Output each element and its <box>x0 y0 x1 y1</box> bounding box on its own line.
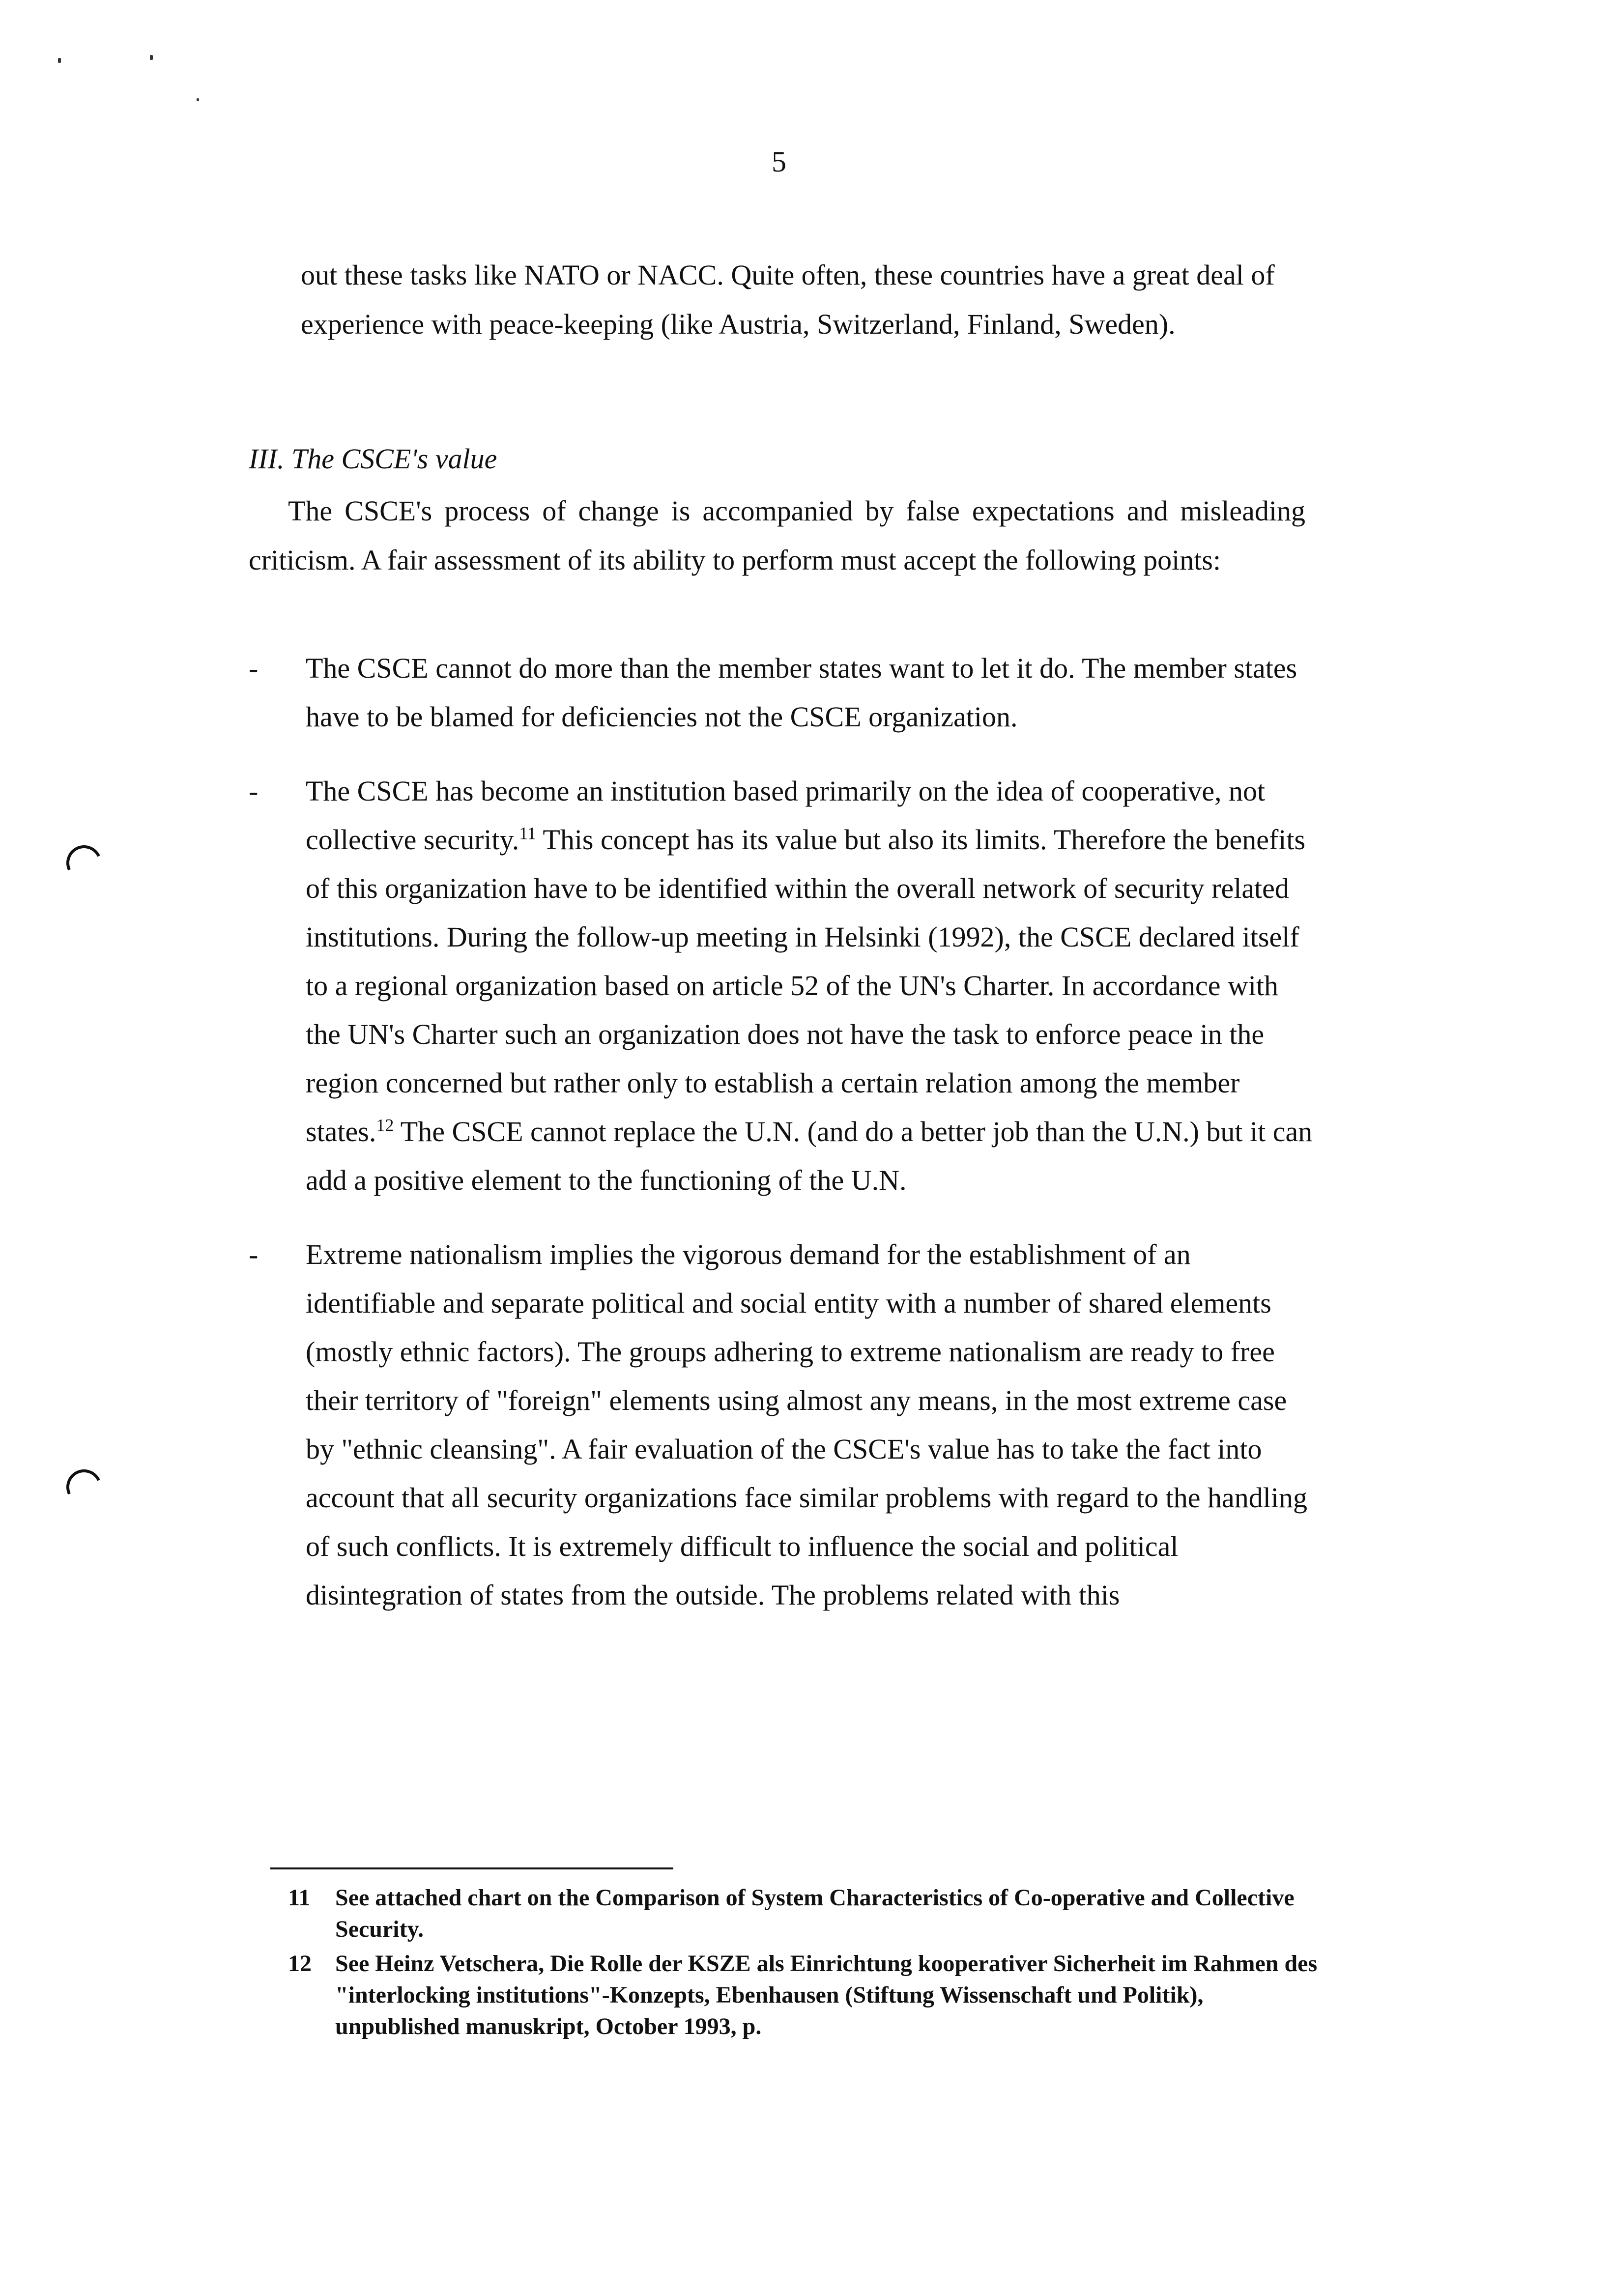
continued-paragraph: out these tasks like NATO or NACC. Quite often, these countries have a great deal of experience with peace-keeping (like Austria, Switzerland, Finland, Sweden). <box>301 259 1275 340</box>
footnote <box>288 1948 1320 2042</box>
footnote-number: 12 <box>288 1951 312 1977</box>
footnotes <box>288 1882 1320 2045</box>
section-intro: The CSCE's process of change is accompanied by false expectations and misleading criticism. A fair assessment of its ability to perform must accept the following points: <box>249 495 1305 576</box>
footnote-number: 11 <box>288 1885 311 1911</box>
footnote-text: See attached chart on the Comparison of System Characteristics of Co-operative and Collective Security. <box>335 1885 1295 1942</box>
footnote-divider <box>270 1867 673 1869</box>
bullet-marker: - <box>249 1238 259 1270</box>
list-item <box>249 1230 1320 1619</box>
bullet-text: The CSCE cannot do more than the member states want to let it do. The member states have to be blamed for deficiencies not the CSCE organization. <box>306 652 1297 733</box>
bullet-text: The CSCE cannot replace the U.N. (and do a better job than the U.N.) but it can add a positive element to the functioning of the U.N. <box>306 1116 1313 1196</box>
scan-speck <box>58 58 61 63</box>
binder-hole-mark <box>61 840 107 886</box>
points-list <box>249 644 1320 1645</box>
footnote-ref: 12 <box>376 1115 394 1135</box>
bullet-text: Extreme nationalism implies the vigorous demand for the establishment of an identifiable and separate political and social entity with a number of shared elements (mostly ethnic factors). The groups adhering to extreme nationalism are ready to free their territory of "foreign" elements using almost any means, in the most extreme case by "ethnic cleansing". A fair evaluation of the CSCE's value has to take the fact into account that all security organizations face similar problems with regard to the handling of such conflicts. It is extremely difficult to influence the social and political disintegration of states from the outside. The problems related with this <box>306 1238 1307 1611</box>
footnote-text: See Heinz Vetschera, Die Rolle der KSZE als Einrichtung kooperativer Sicherheit im Rahmen des "interlocking institutions"-Konzepts, Ebenhausen (Stiftung Wissenschaft und Politik), unpublished manuskript, October 1993, p. <box>335 1951 1318 2039</box>
scan-speck <box>197 98 199 101</box>
section-heading: III. The CSCE's value <box>249 443 497 475</box>
footnote-ref: 11 <box>519 823 536 843</box>
scan-speck <box>150 55 153 60</box>
bullet-marker: - <box>249 652 259 684</box>
binder-hole-mark <box>61 1464 107 1510</box>
footnote <box>288 1882 1320 1945</box>
bullet-marker: - <box>249 775 259 807</box>
list-item <box>249 644 1320 741</box>
bullet-text: The CSCE has become an institution based primarily on the idea of cooperative, not collective security. <box>306 775 1266 856</box>
page-number: 5 <box>772 145 786 178</box>
bullet-text: This concept has its value but also its limits. Therefore the benefits of this organization have to be identified within the overall network of security related institutions. During the follow-up meeting in Helsinki (1992), the CSCE declared itself to a regional organization based on article 52 of the UN's Charter. In accordance with the UN's Charter such an organization does not have the task to enforce peace in the region concerned but rather only to establish a certain relation among the member states. <box>306 824 1306 1148</box>
list-item <box>249 767 1320 1205</box>
